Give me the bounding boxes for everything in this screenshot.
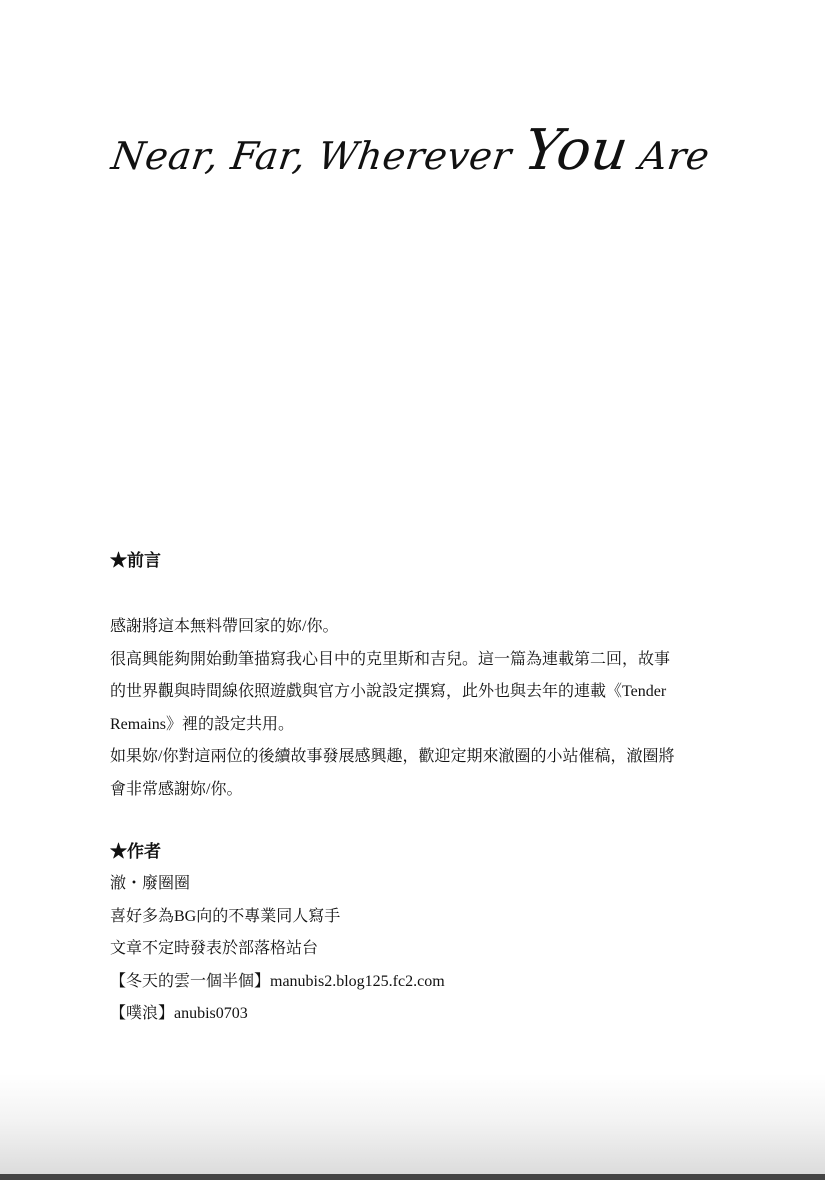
title-part-2: You	[520, 118, 633, 183]
author-line: 文章不定時發表於部落格站台	[110, 940, 319, 957]
preface-line: 的世界觀與時間線依照遊戲與官方小說設定撰寫，此外也與去年的連載《Tender	[110, 683, 667, 700]
preface-line: 感謝將這本無料帶回家的妳/你。	[110, 618, 339, 635]
author-plurk: 【噗浪】anubis0703	[110, 1005, 248, 1022]
main-content	[110, 545, 720, 1031]
author-blog-link: 【冬天的雲一個半個】manubis2.blog125.fc2.com	[110, 972, 445, 990]
author-line: 澈・廢圈圈	[110, 875, 191, 892]
preface-line: Remains》裡的設定共用。	[110, 715, 294, 733]
title-part-1: Near, Far, Wherever	[108, 134, 527, 178]
preface-line: 會非常感謝妳/你。	[110, 780, 243, 798]
preface-line: 如果妳/你對這兩位的後續故事發展感興趣，歡迎定期來澈圈的小站催稿，澈圈將	[110, 748, 675, 765]
title-part-3: Are	[624, 134, 713, 178]
cover-title	[108, 118, 713, 198]
preface-heading: ★前言	[110, 551, 161, 570]
preface-line: 很高興能夠開始動筆描寫我心目中的克里斯和吉兒。這一篇為連載第二回，故事	[110, 650, 671, 668]
author-line: 喜好多為BG向的不專業同人寫手	[110, 907, 341, 925]
author-heading: ★作者	[110, 842, 161, 861]
